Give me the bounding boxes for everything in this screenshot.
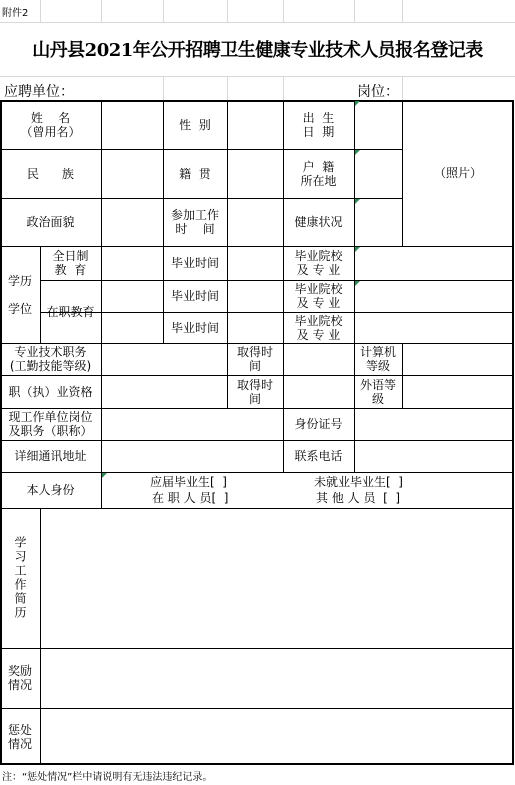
name-label: 姓 名 （曾用名） xyxy=(20,110,81,139)
graduation-school-input[interactable] xyxy=(354,280,514,312)
grid-line xyxy=(0,22,515,23)
grid-line xyxy=(0,76,515,77)
native-place-input[interactable] xyxy=(227,149,283,198)
post-label: 岗位： xyxy=(357,84,399,100)
footer-note: 注：“惩处情况”栏中请说明有无违法违纪记录。 xyxy=(2,772,213,783)
phone-input[interactable] xyxy=(354,440,514,472)
grid-line xyxy=(40,0,41,22)
education-degree-label: 学历 学位 xyxy=(7,273,32,316)
qualification-label: 职（执）业资格 xyxy=(8,384,93,399)
fulltime-education-label: 全日制 教 育 xyxy=(52,249,89,277)
native-place-label: 籍 贯 xyxy=(179,166,211,181)
obtain-time-label: 取得时 间 xyxy=(236,377,273,406)
identity-option-other[interactable]: 其 他 人 员 [ ] xyxy=(316,491,401,505)
penalties-label: 惩处 情况 xyxy=(7,722,32,751)
inservice-degree-input[interactable] xyxy=(101,280,163,312)
applying-unit-label: 应聘单位： xyxy=(4,84,74,100)
graduation-school-input[interactable] xyxy=(354,312,514,343)
hukou-label: 户 籍 所在地 xyxy=(300,159,337,188)
health-input[interactable] xyxy=(354,198,402,246)
cell-comment-marker xyxy=(102,473,107,478)
birth-input[interactable] xyxy=(354,100,402,149)
hukou-input[interactable] xyxy=(354,149,402,198)
grid-line xyxy=(227,0,228,22)
resume-label: 学习工作简历 xyxy=(13,536,27,620)
grid-line xyxy=(283,76,284,100)
name-input[interactable] xyxy=(101,100,163,149)
birth-label: 出 生 日 期 xyxy=(302,110,335,139)
graduation-time-label: 毕业时间 xyxy=(170,289,219,303)
fulltime-degree-input[interactable] xyxy=(101,246,163,280)
graduation-school-input[interactable] xyxy=(354,246,514,280)
resume-input[interactable] xyxy=(40,508,514,648)
inservice-education-label: 在职教育 xyxy=(46,304,95,319)
graduation-school-label: 毕业院校 及 专 业 xyxy=(294,249,343,277)
graduation-time-label: 毕业时间 xyxy=(170,256,219,270)
inservice-degree-input[interactable] xyxy=(101,312,163,343)
obtain-time-input[interactable] xyxy=(283,343,354,375)
graduation-school-label: 毕业院校 及 专 业 xyxy=(294,313,343,342)
address-input[interactable] xyxy=(101,440,283,472)
work-start-input[interactable] xyxy=(227,198,283,246)
rewards-input[interactable] xyxy=(40,648,514,708)
form-title: 山丹县2021年公开招聘卫生健康专业技术人员报名登记表 xyxy=(32,40,483,61)
photo-box[interactable]: （照片） xyxy=(433,166,482,180)
graduation-time-input[interactable] xyxy=(227,312,283,343)
graduation-time-input[interactable] xyxy=(227,246,283,280)
grid-line xyxy=(227,76,228,100)
obtain-time-input[interactable] xyxy=(283,375,354,408)
current-work-label: 现工作单位岗位 及职务（职称） xyxy=(8,410,93,438)
current-work-input[interactable] xyxy=(101,408,283,440)
gender-label: 性 别 xyxy=(179,117,211,132)
foreign-language-input[interactable] xyxy=(402,375,514,408)
rewards-label: 奖励 情况 xyxy=(7,664,32,692)
work-start-label: 参加工作 时 间 xyxy=(170,208,219,236)
ethnicity-input[interactable] xyxy=(101,149,163,198)
grid-line xyxy=(402,0,403,22)
phone-label: 联系电话 xyxy=(294,449,343,463)
political-status-label: 政治面貌 xyxy=(26,215,75,229)
graduation-time-label: 毕业时间 xyxy=(170,320,219,335)
qualification-input[interactable] xyxy=(101,375,227,408)
ethnicity-label: 民 族 xyxy=(27,166,74,181)
id-number-input[interactable] xyxy=(354,408,514,440)
identity-option-fresh-graduate[interactable]: 应届毕业生[ ] xyxy=(150,475,227,489)
health-label: 健康状况 xyxy=(294,215,343,229)
graduation-time-input[interactable] xyxy=(227,280,283,312)
grid-line xyxy=(101,0,102,22)
political-status-input[interactable] xyxy=(101,198,163,246)
computer-level-label: 计算机 等级 xyxy=(359,345,396,373)
foreign-language-label: 外语等 级 xyxy=(359,377,396,406)
penalties-input[interactable] xyxy=(40,708,514,765)
grid-line xyxy=(163,76,164,100)
identity-option-unemployed-graduate[interactable]: 未就业毕业生[ ] xyxy=(314,475,403,489)
professional-title-input[interactable] xyxy=(101,343,227,375)
address-label: 详细通讯地址 xyxy=(14,449,87,463)
identity-label: 本人身份 xyxy=(26,483,75,497)
id-number-label: 身份证号 xyxy=(294,417,343,431)
obtain-time-label: 取得时 间 xyxy=(236,345,273,373)
grid-line xyxy=(163,0,164,22)
graduation-school-label: 毕业院校 及 专 业 xyxy=(294,282,343,310)
identity-option-employed[interactable]: 在 职 人 员[ ] xyxy=(152,491,229,505)
grid-line xyxy=(283,0,284,22)
grid-line xyxy=(402,76,403,100)
computer-level-input[interactable] xyxy=(402,343,514,375)
attachment-label: 附件2 xyxy=(2,8,29,19)
professional-title-label: 专业技术职务 (工勤技能等级) xyxy=(9,345,92,373)
grid-line xyxy=(354,0,355,22)
gender-input[interactable] xyxy=(227,100,283,149)
